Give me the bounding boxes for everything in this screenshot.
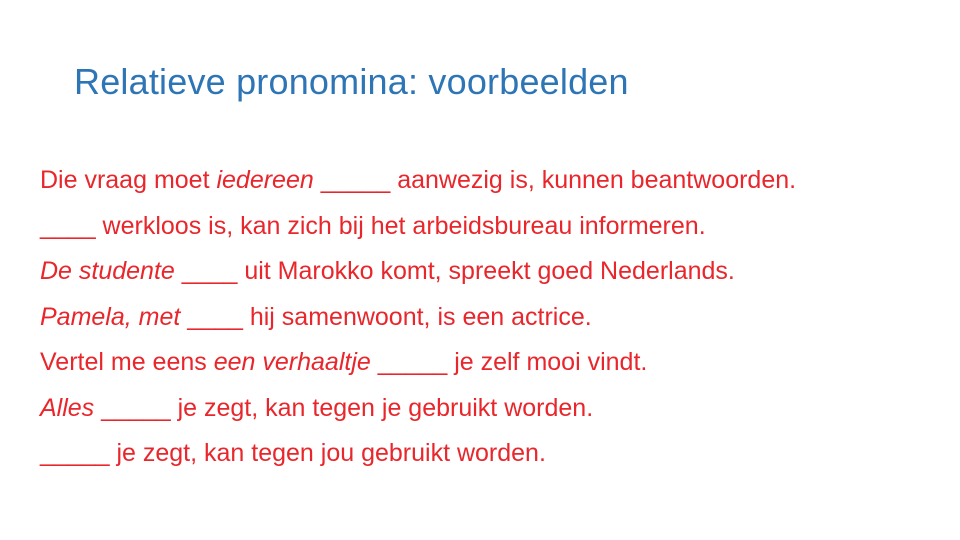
- sentence-segment-italic: De studente: [40, 257, 175, 285]
- sentence-segment: _____ je zelf mooi vindt.: [370, 348, 648, 376]
- sentence-segment-italic: iedereen: [216, 166, 314, 194]
- example-sentences: [40, 158, 940, 477]
- sentence-line: [40, 431, 940, 477]
- sentence-segment: _____ je zegt, kan tegen je gebruikt worden.: [94, 393, 594, 422]
- sentence-segment: Vertel me eens: [40, 348, 214, 376]
- slide-title: Relatieve pronomina: voorbeelden: [74, 61, 629, 102]
- sentence-line: [40, 340, 940, 386]
- sentence-segment: _____ je zegt, kan tegen jou gebruikt worden.: [40, 439, 546, 467]
- sentence-segment-italic: Alles: [40, 393, 95, 422]
- sentence-line: [40, 386, 940, 432]
- sentence-line: [40, 204, 940, 250]
- sentence-segment-italic: Pamela, met: [40, 302, 181, 331]
- sentence-segment-italic: een verhaaltje: [213, 348, 371, 376]
- sentence-segment: _____ aanwezig is, kunnen beantwoorden.: [313, 166, 797, 194]
- sentence-line: [40, 249, 940, 295]
- sentence-segment: Die vraag moet: [40, 166, 217, 194]
- sentence-line: [40, 158, 940, 204]
- sentence-line: [40, 295, 940, 341]
- sentence-segment: ____ uit Marokko komt, spreekt goed Nederlands.: [174, 257, 735, 285]
- sentence-segment: ____ hij samenwoont, is een actrice.: [180, 302, 592, 331]
- sentence-segment: ____ werkloos is, kan zich bij het arbeidsbureau informeren.: [40, 211, 706, 240]
